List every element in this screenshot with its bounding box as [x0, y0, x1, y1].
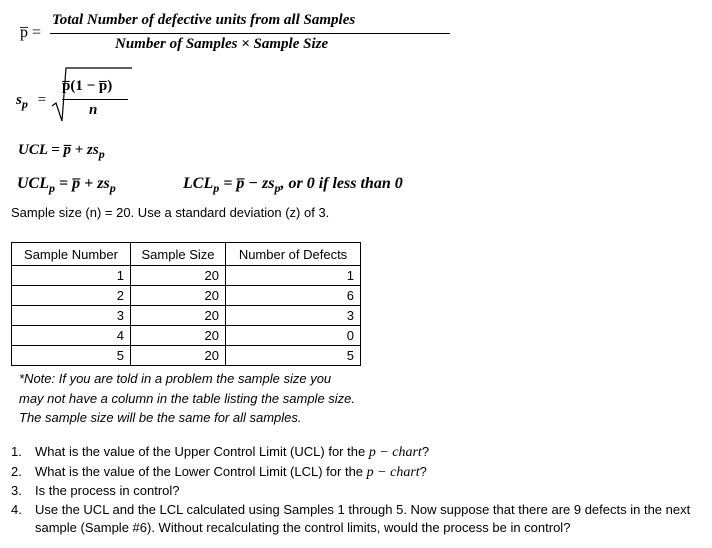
- question-math: p − chart: [366, 464, 420, 480]
- sp-symbol: s: [16, 92, 22, 108]
- question-text: What is the value of the Upper Control Limit (UCL) for the: [35, 444, 369, 459]
- uclp-expression: = p̅ + zs: [55, 175, 110, 192]
- uclp-label: UCL: [17, 175, 49, 192]
- lclp-label: LCL: [183, 175, 214, 192]
- question-tail: ?: [419, 463, 427, 479]
- question-tail: ?: [421, 444, 430, 459]
- question-item: [11, 463, 706, 483]
- table-row: [12, 346, 361, 366]
- question-math: p − chart: [368, 445, 422, 460]
- cell-number-of-defects: 3: [226, 306, 361, 326]
- lclp-tail: , or 0 if less than 0: [280, 175, 403, 192]
- question-number: 1.: [11, 444, 22, 459]
- question-item: [11, 443, 706, 463]
- sp-equals: =: [37, 92, 47, 108]
- ucl-expression-subscript: p: [98, 147, 105, 161]
- question-list: [11, 443, 706, 538]
- question-number: 3.: [11, 483, 22, 498]
- cell-sample-size: 20: [131, 306, 226, 326]
- header-number-of-defects: Number of Defects: [226, 243, 361, 266]
- cell-sample-size: 20: [131, 326, 226, 346]
- lclp-formula: [183, 175, 403, 196]
- cell-sample-number: 4: [12, 326, 131, 346]
- ucl-expression: UCL = p̅ + zs: [18, 142, 99, 158]
- question-number: 2.: [11, 463, 22, 479]
- cell-number-of-defects: 5: [226, 346, 361, 366]
- question-text: Use the UCL and the LCL calculated using Samples 1 through 5. Now suppose that there are 9 defects in the next sample (Sample #6). Without recalculating the control limits, would the process be in control?: [35, 501, 691, 535]
- pbar-lhs: p̅ =: [20, 24, 42, 41]
- table-row: [12, 326, 361, 346]
- pbar-fraction-bar: [50, 33, 450, 34]
- cell-sample-size: 20: [131, 266, 226, 286]
- intro-text: Sample size (n) = 20. Use a standard deviation (z) of 3.: [11, 205, 330, 220]
- cell-sample-number: 2: [12, 286, 131, 306]
- uclp-subscript: p: [49, 181, 55, 195]
- question-item: [11, 501, 706, 538]
- defects-table: [11, 242, 361, 366]
- sp-lhs: [16, 92, 46, 112]
- table-row: [12, 306, 361, 326]
- lclp-expression: = p̅ − zs: [219, 175, 275, 192]
- cell-sample-size: 20: [131, 286, 226, 306]
- cell-number-of-defects: 6: [226, 286, 361, 306]
- uclp-formula: [17, 175, 116, 196]
- sp-numerator: p̅(1 − p̅): [62, 78, 113, 94]
- sp-denominator: n: [89, 102, 98, 118]
- table-row: [12, 286, 361, 306]
- cell-sample-number: 5: [12, 346, 131, 366]
- lclp-subscript: p: [213, 181, 220, 195]
- question-number: 4.: [11, 501, 22, 517]
- table-header-row: [12, 243, 361, 266]
- table-note: *Note: If you are told in a problem the sample size you may not have a column in the table listing the sample size. The sample size will be the same for all samples.: [19, 371, 356, 425]
- cell-sample-number: 3: [12, 306, 131, 326]
- question-item: [11, 482, 706, 501]
- cell-sample-number: 1: [12, 266, 131, 286]
- cell-number-of-defects: 1: [226, 266, 361, 286]
- cell-number-of-defects: 0: [226, 326, 361, 346]
- ucl-formula: [18, 142, 105, 162]
- question-text: Is the process in control?: [35, 483, 180, 498]
- lclp-expression-subscript: p: [274, 181, 281, 195]
- sp-fraction-bar: [62, 99, 128, 100]
- sp-subscript: p: [21, 97, 28, 111]
- uclp-expression-subscript: p: [109, 181, 116, 195]
- header-sample-size: Sample Size: [131, 243, 226, 266]
- question-text: What is the value of the Lower Control Limit (LCL) for the: [35, 463, 367, 479]
- cell-sample-size: 20: [131, 346, 226, 366]
- header-sample-number: Sample Number: [12, 243, 131, 266]
- pbar-denominator: Number of Samples × Sample Size: [115, 36, 329, 52]
- pbar-numerator: Total Number of defective units from all Samples: [52, 12, 356, 28]
- table-row: [12, 266, 361, 286]
